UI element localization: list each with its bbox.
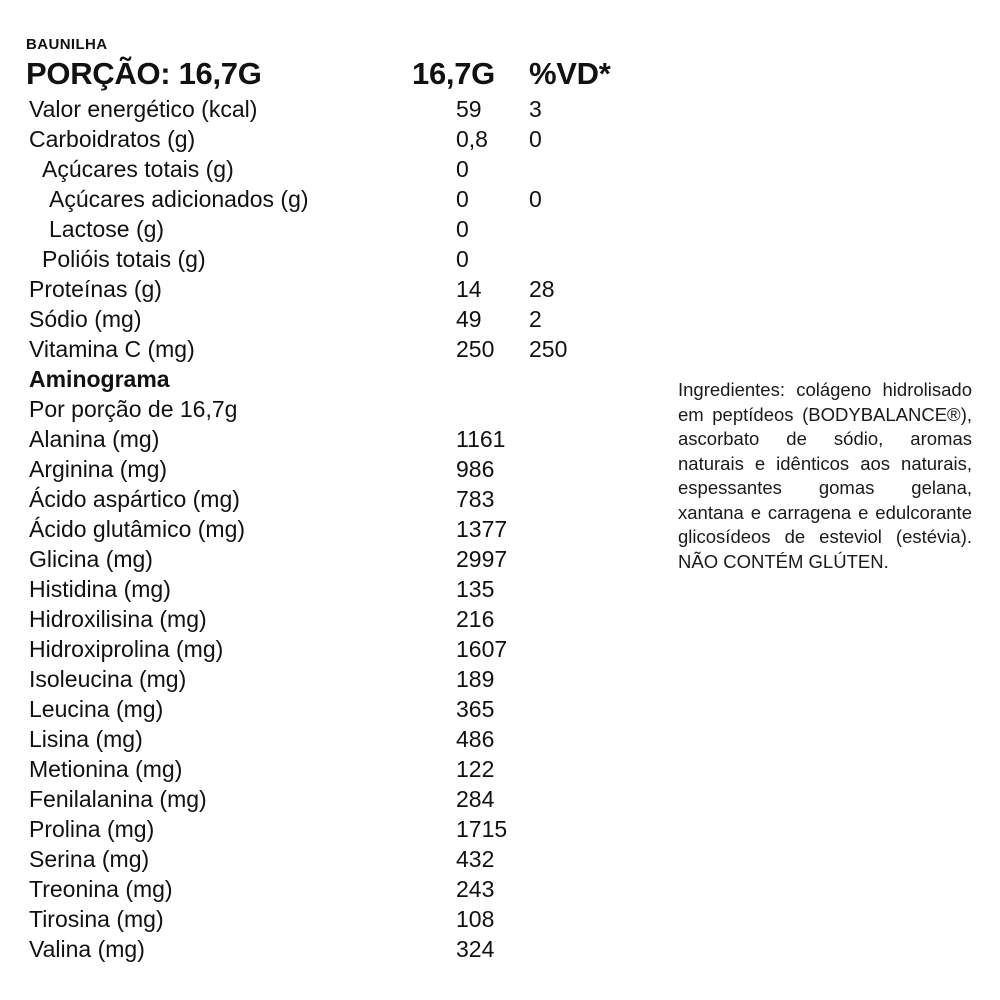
amino-acid-label: Treonina (mg) <box>29 876 173 902</box>
nutrient-label: Valor energético (kcal) <box>29 96 258 122</box>
nutrient-row <box>26 124 666 154</box>
amino-acid-label: Hidroxiprolina (mg) <box>29 636 224 662</box>
amino-acid-amount: 986 <box>456 456 495 482</box>
amino-acid-amount: 1607 <box>456 636 508 662</box>
nutrient-label: Vitamina C (mg) <box>29 336 195 362</box>
aminogram-subtitle: Por porção de 16,7g <box>29 396 238 422</box>
amino-acid-label: Metionina (mg) <box>29 756 183 782</box>
amino-acid-label: Isoleucina (mg) <box>29 666 187 692</box>
amino-acid-label: Serina (mg) <box>29 846 150 872</box>
amino-acid-row <box>26 604 666 634</box>
amino-acid-label: Valina (mg) <box>29 936 145 962</box>
amino-acid-label: Ácido aspártico (mg) <box>29 486 240 512</box>
nutrient-amount: 0,8 <box>456 126 488 152</box>
nutrient-rows <box>26 94 666 364</box>
amino-acid-row <box>26 754 666 784</box>
nutrient-label: Lactose (g) <box>49 216 165 242</box>
amino-acid-amount: 1161 <box>456 426 506 452</box>
amino-acid-amount: 432 <box>456 846 495 872</box>
amino-acid-amount: 135 <box>456 576 495 602</box>
amino-acid-label: Arginina (mg) <box>29 456 168 482</box>
amino-acid-amount: 122 <box>456 756 495 782</box>
amino-acid-row <box>26 454 666 484</box>
nutrient-amount: 0 <box>456 156 469 182</box>
nutrient-row <box>26 184 666 214</box>
nutrient-row <box>26 244 666 274</box>
amino-acid-row <box>26 664 666 694</box>
nutrient-row <box>26 214 666 244</box>
amino-acid-label: Prolina (mg) <box>29 816 155 842</box>
amino-acid-amount: 783 <box>456 486 495 512</box>
nutrient-daily-value: 0 <box>529 126 542 152</box>
daily-value-column-heading: %VD* <box>529 56 611 91</box>
amino-acid-amount: 1715 <box>456 816 508 842</box>
amino-acid-amount: 189 <box>456 666 495 692</box>
nutrient-daily-value: 0 <box>529 186 542 212</box>
amino-acid-amount: 108 <box>456 906 495 932</box>
nutrient-daily-value: 2 <box>529 306 542 332</box>
amino-acid-row <box>26 634 666 664</box>
amino-acid-row <box>26 814 666 844</box>
amino-acid-label: Lisina (mg) <box>29 726 143 752</box>
nutrient-label: Açúcares adicionados (g) <box>49 186 309 212</box>
amount-column-heading: 16,7G <box>412 56 495 91</box>
nutrient-row <box>26 154 666 184</box>
amino-acid-label: Leucina (mg) <box>29 696 164 722</box>
nutrient-amount: 250 <box>456 336 495 362</box>
amino-acid-amount: 284 <box>456 786 495 812</box>
nutrient-amount: 59 <box>456 96 482 122</box>
amino-acid-row <box>26 844 666 874</box>
amino-acid-amount: 1377 <box>456 516 508 542</box>
amino-acid-label: Fenilalanina (mg) <box>29 786 207 812</box>
nutrient-row <box>26 334 666 364</box>
amino-acid-row <box>26 934 666 964</box>
nutrient-amount: 0 <box>456 216 469 242</box>
nutrient-amount: 0 <box>456 246 469 272</box>
nutrient-daily-value: 250 <box>529 336 568 362</box>
amino-acid-row <box>26 574 666 604</box>
amino-acid-amount: 2997 <box>456 546 508 572</box>
amino-acid-row <box>26 694 666 724</box>
amino-acid-label: Alanina (mg) <box>29 426 160 452</box>
nutrient-daily-value: 28 <box>529 276 555 302</box>
amino-acid-row <box>26 874 666 904</box>
table-header <box>26 54 666 94</box>
amino-acid-label: Hidroxilisina (mg) <box>29 606 207 632</box>
nutrition-facts-table <box>26 36 666 964</box>
amino-acid-row <box>26 484 666 514</box>
amino-acid-amount: 324 <box>456 936 495 962</box>
ingredients-text: Ingredientes: colágeno hidrolisado em peptídeos (BODYBALANCE®), ascorbato de sódio, aromas naturais e idênticos aos naturais, espessantes gomas gelana, xantana e carragena e edulcorante glicosídeos de esteviol (estévia). NÃO CONTÉM GLÚTEN. <box>678 379 972 572</box>
amino-acid-label: Tirosina (mg) <box>29 906 164 932</box>
amino-acid-label: Histidina (mg) <box>29 576 171 602</box>
aminogram-rows <box>26 424 666 964</box>
nutrient-amount: 0 <box>456 186 469 212</box>
amino-acid-row <box>26 904 666 934</box>
amino-acid-label: Ácido glutâmico (mg) <box>29 516 246 542</box>
amino-acid-amount: 486 <box>456 726 495 752</box>
amino-acid-row <box>26 544 666 574</box>
portion-heading: PORÇÃO: 16,7G <box>26 56 262 91</box>
nutrient-row <box>26 274 666 304</box>
nutrient-label: Carboidratos (g) <box>29 126 196 152</box>
nutrient-label: Sódio (mg) <box>29 306 142 332</box>
flavor-label: BAUNILHA <box>26 36 108 53</box>
amino-acid-amount: 243 <box>456 876 495 902</box>
aminogram-title: Aminograma <box>29 366 170 392</box>
amino-acid-label: Glicina (mg) <box>29 546 153 572</box>
nutrient-label: Açúcares totais (g) <box>42 156 234 182</box>
nutrient-row <box>26 304 666 334</box>
nutrient-label: Proteínas (g) <box>29 276 162 302</box>
amino-acid-amount: 365 <box>456 696 495 722</box>
nutrient-label: Polióis totais (g) <box>42 246 206 272</box>
amino-acid-row <box>26 724 666 754</box>
amino-acid-row <box>26 784 666 814</box>
nutrient-row <box>26 94 666 124</box>
nutrient-amount: 49 <box>456 306 482 332</box>
amino-acid-amount: 216 <box>456 606 495 632</box>
amino-acid-row <box>26 514 666 544</box>
nutrient-amount: 14 <box>456 276 482 302</box>
nutrient-daily-value: 3 <box>529 96 542 122</box>
amino-acid-row <box>26 424 666 454</box>
